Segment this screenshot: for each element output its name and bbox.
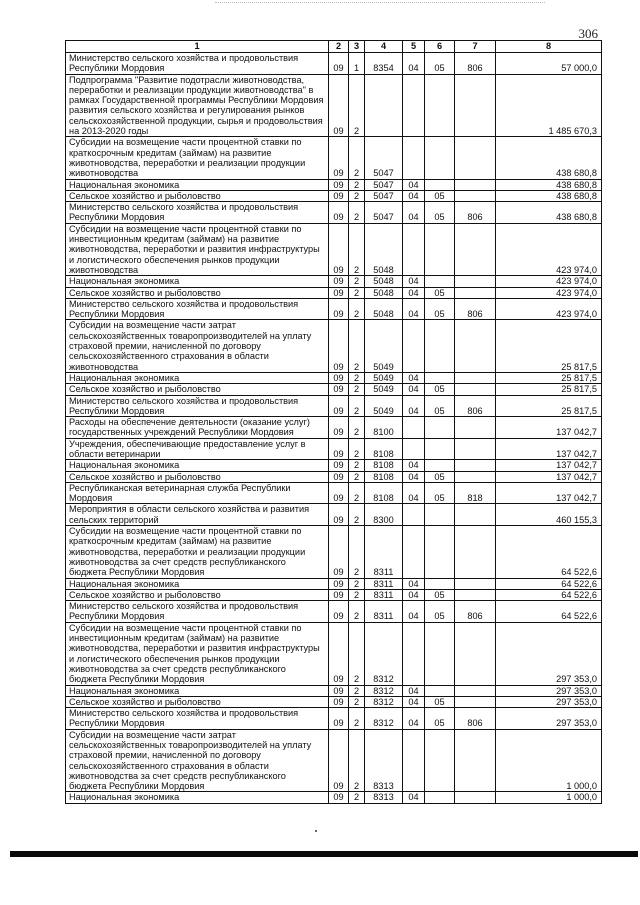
cell-item-name: Министерство сельского хозяйства и продовольствия Республики Мордовия bbox=[66, 708, 329, 730]
cell-subsection-code bbox=[425, 223, 455, 275]
cell-amount: 137 042,7 bbox=[496, 482, 602, 504]
cell-subsection-code: 05 bbox=[425, 395, 455, 417]
cell-subsection-code: 05 bbox=[425, 708, 455, 730]
table-row bbox=[66, 460, 602, 471]
cell-amount: 25 817,5 bbox=[496, 395, 602, 417]
table-row bbox=[66, 729, 602, 792]
cell-item-name: Сельское хозяйство и рыболовство bbox=[66, 471, 329, 482]
scan-artifact-line bbox=[215, 2, 545, 4]
cell-target-code: 8108 bbox=[365, 460, 403, 471]
cell-target-code: 5047 bbox=[365, 190, 403, 201]
cell-chapter-code: 04 bbox=[403, 202, 425, 224]
cell-ministry-code: 09 bbox=[329, 696, 349, 707]
cell-section-code: 2 bbox=[349, 471, 365, 482]
cell-target-code: 8311 bbox=[365, 578, 403, 589]
cell-amount: 423 974,0 bbox=[496, 287, 602, 298]
cell-subsection-code bbox=[425, 526, 455, 578]
cell-ministry-code: 09 bbox=[329, 179, 349, 190]
cell-subsection-code: 05 bbox=[425, 53, 455, 75]
cell-item-name: Сельское хозяйство и рыболовство bbox=[66, 287, 329, 298]
table-row bbox=[66, 202, 602, 224]
cell-subsection-code: 05 bbox=[425, 589, 455, 600]
cell-subsection-code: 05 bbox=[425, 601, 455, 623]
cell-subsection-code bbox=[425, 74, 455, 137]
cell-chapter-code: 04 bbox=[403, 685, 425, 696]
cell-section-code: 2 bbox=[349, 601, 365, 623]
cell-ministry-code: 09 bbox=[329, 298, 349, 320]
cell-subsection-code bbox=[425, 460, 455, 471]
cell-amount: 297 353,0 bbox=[496, 685, 602, 696]
table-row bbox=[66, 53, 602, 75]
scan-artifact-dot bbox=[315, 830, 317, 832]
cell-target-code: 8313 bbox=[365, 729, 403, 792]
scan-edge-bar bbox=[10, 851, 638, 857]
cell-subsection-code bbox=[425, 578, 455, 589]
cell-amount: 137 042,7 bbox=[496, 417, 602, 439]
cell-section-code: 2 bbox=[349, 622, 365, 685]
cell-chapter-code bbox=[403, 526, 425, 578]
cell-subsection-code: 05 bbox=[425, 384, 455, 395]
cell-item-name: Субсидии на возмещение части затрат сельскохозяйственных товаропроизводителей на уплату страховой премии, начисленной по договору сельскохозяйственного страхования в области животноводства bbox=[66, 320, 329, 372]
cell-subsection-code: 05 bbox=[425, 471, 455, 482]
cell-ministry-code: 09 bbox=[329, 320, 349, 372]
cell-item-name: Сельское хозяйство и рыболовство bbox=[66, 190, 329, 201]
table-row bbox=[66, 395, 602, 417]
cell-chapter-code: 04 bbox=[403, 460, 425, 471]
cell-expense-type-code: 806 bbox=[455, 53, 496, 75]
cell-chapter-code: 04 bbox=[403, 179, 425, 190]
cell-ministry-code: 09 bbox=[329, 589, 349, 600]
cell-item-name: Национальная экономика bbox=[66, 372, 329, 383]
table-row bbox=[66, 438, 602, 460]
cell-section-code: 2 bbox=[349, 460, 365, 471]
cell-subsection-code: 05 bbox=[425, 482, 455, 504]
cell-ministry-code: 09 bbox=[329, 223, 349, 275]
table-row bbox=[66, 276, 602, 287]
cell-amount: 297 353,0 bbox=[496, 696, 602, 707]
cell-chapter-code: 04 bbox=[403, 792, 425, 803]
cell-section-code: 2 bbox=[349, 202, 365, 224]
cell-ministry-code: 09 bbox=[329, 287, 349, 298]
cell-target-code: 5048 bbox=[365, 298, 403, 320]
cell-section-code: 2 bbox=[349, 482, 365, 504]
cell-ministry-code: 09 bbox=[329, 372, 349, 383]
cell-target-code: 8312 bbox=[365, 622, 403, 685]
cell-chapter-code: 04 bbox=[403, 384, 425, 395]
table-row bbox=[66, 685, 602, 696]
cell-amount: 64 522,6 bbox=[496, 526, 602, 578]
cell-expense-type-code bbox=[455, 74, 496, 137]
cell-expense-type-code bbox=[455, 384, 496, 395]
table-row bbox=[66, 320, 602, 372]
cell-expense-type-code bbox=[455, 137, 496, 179]
cell-target-code: 5047 bbox=[365, 179, 403, 190]
cell-target-code: 5049 bbox=[365, 395, 403, 417]
cell-expense-type-code bbox=[455, 372, 496, 383]
cell-ministry-code: 09 bbox=[329, 601, 349, 623]
table-row bbox=[66, 792, 602, 803]
table-row bbox=[66, 589, 602, 600]
cell-item-name: Национальная экономика bbox=[66, 179, 329, 190]
cell-expense-type-code bbox=[455, 578, 496, 589]
cell-item-name: Министерство сельского хозяйства и продовольствия Республики Мордовия bbox=[66, 395, 329, 417]
cell-amount: 423 974,0 bbox=[496, 298, 602, 320]
cell-item-name: Учреждения, обеспечивающие предоставление услуг в области ветеринарии bbox=[66, 438, 329, 460]
cell-amount: 438 680,8 bbox=[496, 202, 602, 224]
cell-ministry-code: 09 bbox=[329, 526, 349, 578]
cell-subsection-code: 05 bbox=[425, 190, 455, 201]
cell-section-code: 2 bbox=[349, 729, 365, 792]
cell-expense-type-code bbox=[455, 460, 496, 471]
cell-target-code: 8108 bbox=[365, 471, 403, 482]
cell-subsection-code bbox=[425, 792, 455, 803]
header-col-6: 6 bbox=[425, 41, 455, 53]
cell-expense-type-code: 818 bbox=[455, 482, 496, 504]
cell-expense-type-code bbox=[455, 685, 496, 696]
cell-amount: 1 485 670,3 bbox=[496, 74, 602, 137]
cell-chapter-code: 04 bbox=[403, 276, 425, 287]
cell-ministry-code: 09 bbox=[329, 276, 349, 287]
cell-item-name: Сельское хозяйство и рыболовство bbox=[66, 589, 329, 600]
cell-expense-type-code bbox=[455, 526, 496, 578]
cell-amount: 25 817,5 bbox=[496, 372, 602, 383]
cell-section-code: 2 bbox=[349, 708, 365, 730]
cell-target-code: 5049 bbox=[365, 384, 403, 395]
cell-item-name: Министерство сельского хозяйства и продовольствия Республики Мордовия bbox=[66, 53, 329, 75]
table-row bbox=[66, 482, 602, 504]
cell-ministry-code: 09 bbox=[329, 792, 349, 803]
cell-ministry-code: 09 bbox=[329, 460, 349, 471]
cell-target-code: 5047 bbox=[365, 202, 403, 224]
cell-ministry-code: 09 bbox=[329, 190, 349, 201]
cell-ministry-code: 09 bbox=[329, 137, 349, 179]
table-row bbox=[66, 471, 602, 482]
cell-section-code: 2 bbox=[349, 276, 365, 287]
cell-chapter-code: 04 bbox=[403, 298, 425, 320]
cell-item-name: Национальная экономика bbox=[66, 792, 329, 803]
cell-target-code: 8312 bbox=[365, 696, 403, 707]
cell-item-name: Сельское хозяйство и рыболовство bbox=[66, 384, 329, 395]
cell-item-name: Субсидии на возмещение части процентной ставки по краткосрочным кредитам (займам) на развитие животноводства, переработки и реализации продукции животноводства bbox=[66, 137, 329, 179]
cell-chapter-code bbox=[403, 729, 425, 792]
cell-chapter-code: 04 bbox=[403, 708, 425, 730]
table-row bbox=[66, 372, 602, 383]
cell-target-code: 8108 bbox=[365, 482, 403, 504]
cell-amount: 137 042,7 bbox=[496, 460, 602, 471]
cell-section-code: 2 bbox=[349, 395, 365, 417]
cell-ministry-code: 09 bbox=[329, 729, 349, 792]
cell-section-code: 2 bbox=[349, 504, 365, 526]
cell-amount: 1 000,0 bbox=[496, 792, 602, 803]
cell-ministry-code: 09 bbox=[329, 384, 349, 395]
cell-chapter-code bbox=[403, 504, 425, 526]
cell-target-code bbox=[365, 74, 403, 137]
budget-table-container bbox=[65, 40, 601, 804]
table-row bbox=[66, 601, 602, 623]
cell-section-code: 2 bbox=[349, 685, 365, 696]
cell-expense-type-code bbox=[455, 276, 496, 287]
cell-subsection-code bbox=[425, 504, 455, 526]
cell-amount: 438 680,8 bbox=[496, 179, 602, 190]
header-col-3: 3 bbox=[349, 41, 365, 53]
cell-target-code: 5048 bbox=[365, 276, 403, 287]
cell-section-code: 2 bbox=[349, 438, 365, 460]
cell-expense-type-code: 806 bbox=[455, 202, 496, 224]
cell-target-code: 5047 bbox=[365, 137, 403, 179]
cell-chapter-code: 04 bbox=[403, 589, 425, 600]
cell-ministry-code: 09 bbox=[329, 622, 349, 685]
cell-section-code: 2 bbox=[349, 179, 365, 190]
cell-chapter-code: 04 bbox=[403, 471, 425, 482]
table-body bbox=[66, 53, 602, 804]
cell-expense-type-code bbox=[455, 622, 496, 685]
cell-expense-type-code bbox=[455, 504, 496, 526]
cell-section-code: 2 bbox=[349, 696, 365, 707]
cell-amount: 1 000,0 bbox=[496, 729, 602, 792]
cell-item-name: Министерство сельского хозяйства и продовольствия Республики Мордовия bbox=[66, 202, 329, 224]
cell-subsection-code bbox=[425, 685, 455, 696]
cell-ministry-code: 09 bbox=[329, 685, 349, 696]
table-row bbox=[66, 696, 602, 707]
cell-subsection-code bbox=[425, 729, 455, 792]
table-row bbox=[66, 223, 602, 275]
cell-expense-type-code bbox=[455, 792, 496, 803]
cell-amount: 460 155,3 bbox=[496, 504, 602, 526]
cell-target-code: 8311 bbox=[365, 601, 403, 623]
cell-expense-type-code bbox=[455, 696, 496, 707]
cell-expense-type-code bbox=[455, 223, 496, 275]
cell-item-name: Национальная экономика bbox=[66, 578, 329, 589]
cell-ministry-code: 09 bbox=[329, 202, 349, 224]
cell-expense-type-code bbox=[455, 729, 496, 792]
header-col-1: 1 bbox=[66, 41, 329, 53]
cell-section-code: 2 bbox=[349, 526, 365, 578]
cell-chapter-code: 04 bbox=[403, 482, 425, 504]
cell-section-code: 2 bbox=[349, 298, 365, 320]
cell-amount: 25 817,5 bbox=[496, 384, 602, 395]
cell-section-code: 2 bbox=[349, 137, 365, 179]
cell-target-code: 8108 bbox=[365, 438, 403, 460]
cell-item-name: Национальная экономика bbox=[66, 460, 329, 471]
cell-item-name: Субсидии на возмещение части затрат сельскохозяйственных товаропроизводителей на уплату страховой премии, начисленной по договору сельскохозяйственного страхования в области животноводства за счет средств республиканского бюджета Республики Мордовия bbox=[66, 729, 329, 792]
cell-target-code: 5049 bbox=[365, 320, 403, 372]
cell-amount: 57 000,0 bbox=[496, 53, 602, 75]
cell-amount: 25 817,5 bbox=[496, 320, 602, 372]
cell-amount: 297 353,0 bbox=[496, 708, 602, 730]
table-row bbox=[66, 190, 602, 201]
cell-item-name: Министерство сельского хозяйства и продовольствия Республики Мордовия bbox=[66, 298, 329, 320]
cell-target-code: 8311 bbox=[365, 526, 403, 578]
table-row bbox=[66, 137, 602, 179]
cell-section-code: 2 bbox=[349, 74, 365, 137]
cell-chapter-code: 04 bbox=[403, 372, 425, 383]
cell-expense-type-code bbox=[455, 589, 496, 600]
budget-table bbox=[65, 40, 602, 804]
cell-expense-type-code: 806 bbox=[455, 395, 496, 417]
cell-item-name: Субсидии на возмещение части процентной ставки по краткосрочным кредитам (займам) на развитие животноводства, переработки и реализации продукции животноводства за счет средств республиканского бюджета Республики Мордовия bbox=[66, 526, 329, 578]
cell-section-code: 2 bbox=[349, 190, 365, 201]
cell-target-code: 5049 bbox=[365, 372, 403, 383]
header-col-5: 5 bbox=[403, 41, 425, 53]
table-row bbox=[66, 298, 602, 320]
cell-target-code: 8312 bbox=[365, 708, 403, 730]
cell-amount: 297 353,0 bbox=[496, 622, 602, 685]
cell-item-name: Субсидии на возмещение части процентной ставки по инвестиционным кредитам (займам) на развитие животноводства, переработки и развития инфраструктуры и логистического обеспечения рынков продукции животноводства bbox=[66, 223, 329, 275]
cell-chapter-code: 04 bbox=[403, 696, 425, 707]
table-row bbox=[66, 622, 602, 685]
cell-target-code: 8354 bbox=[365, 53, 403, 75]
cell-subsection-code: 05 bbox=[425, 202, 455, 224]
cell-ministry-code: 09 bbox=[329, 504, 349, 526]
cell-ministry-code: 09 bbox=[329, 53, 349, 75]
cell-chapter-code: 04 bbox=[403, 601, 425, 623]
cell-expense-type-code: 806 bbox=[455, 298, 496, 320]
header-col-2: 2 bbox=[329, 41, 349, 53]
cell-subsection-code bbox=[425, 438, 455, 460]
cell-subsection-code bbox=[425, 276, 455, 287]
cell-item-name: Министерство сельского хозяйства и продовольствия Республики Мордовия bbox=[66, 601, 329, 623]
cell-section-code: 2 bbox=[349, 320, 365, 372]
cell-subsection-code: 05 bbox=[425, 298, 455, 320]
cell-ministry-code: 09 bbox=[329, 438, 349, 460]
cell-item-name: Субсидии на возмещение части процентной ставки по инвестиционным кредитам (займам) на развитие животноводства, переработки и развития инфраструктуры и логистического обеспечения рынков продукции животноводства за счет средств республиканского бюджета Республики Мордовия bbox=[66, 622, 329, 685]
cell-expense-type-code bbox=[455, 287, 496, 298]
table-row bbox=[66, 384, 602, 395]
cell-subsection-code bbox=[425, 320, 455, 372]
cell-expense-type-code: 806 bbox=[455, 708, 496, 730]
header-col-7: 7 bbox=[455, 41, 496, 53]
cell-amount: 423 974,0 bbox=[496, 276, 602, 287]
table-row bbox=[66, 526, 602, 578]
cell-amount: 64 522,6 bbox=[496, 589, 602, 600]
cell-item-name: Мероприятия в области сельского хозяйства и развития сельских территорий bbox=[66, 504, 329, 526]
cell-ministry-code: 09 bbox=[329, 708, 349, 730]
cell-amount: 438 680,8 bbox=[496, 137, 602, 179]
cell-section-code: 2 bbox=[349, 578, 365, 589]
table-row bbox=[66, 708, 602, 730]
cell-subsection-code bbox=[425, 372, 455, 383]
table-header-row bbox=[66, 41, 602, 53]
cell-chapter-code bbox=[403, 622, 425, 685]
table-row bbox=[66, 74, 602, 137]
cell-chapter-code bbox=[403, 137, 425, 179]
cell-chapter-code bbox=[403, 74, 425, 137]
table-row bbox=[66, 578, 602, 589]
page-number: 306 bbox=[578, 26, 598, 41]
table-row bbox=[66, 287, 602, 298]
cell-ministry-code: 09 bbox=[329, 578, 349, 589]
cell-expense-type-code bbox=[455, 471, 496, 482]
cell-chapter-code: 04 bbox=[403, 190, 425, 201]
header-col-8: 8 bbox=[496, 41, 602, 53]
cell-section-code: 1 bbox=[349, 53, 365, 75]
cell-chapter-code: 04 bbox=[403, 395, 425, 417]
cell-chapter-code bbox=[403, 417, 425, 439]
cell-section-code: 2 bbox=[349, 223, 365, 275]
cell-section-code: 2 bbox=[349, 417, 365, 439]
cell-chapter-code: 04 bbox=[403, 53, 425, 75]
cell-subsection-code bbox=[425, 622, 455, 685]
cell-subsection-code: 05 bbox=[425, 287, 455, 298]
cell-chapter-code: 04 bbox=[403, 287, 425, 298]
cell-item-name: Сельское хозяйство и рыболовство bbox=[66, 696, 329, 707]
cell-subsection-code bbox=[425, 417, 455, 439]
cell-target-code: 8300 bbox=[365, 504, 403, 526]
cell-section-code: 2 bbox=[349, 287, 365, 298]
cell-item-name: Национальная экономика bbox=[66, 276, 329, 287]
cell-chapter-code bbox=[403, 223, 425, 275]
table-row bbox=[66, 504, 602, 526]
cell-target-code: 5048 bbox=[365, 223, 403, 275]
cell-item-name: Республиканская ветеринарная служба Республики Мордовия bbox=[66, 482, 329, 504]
cell-amount: 438 680,8 bbox=[496, 190, 602, 201]
cell-section-code: 2 bbox=[349, 384, 365, 395]
cell-amount: 64 522,6 bbox=[496, 578, 602, 589]
header-col-4: 4 bbox=[365, 41, 403, 53]
cell-amount: 64 522,6 bbox=[496, 601, 602, 623]
cell-expense-type-code: 806 bbox=[455, 601, 496, 623]
cell-section-code: 2 bbox=[349, 792, 365, 803]
cell-subsection-code bbox=[425, 137, 455, 179]
table-row bbox=[66, 417, 602, 439]
cell-amount: 137 042,7 bbox=[496, 471, 602, 482]
cell-target-code: 8313 bbox=[365, 792, 403, 803]
cell-ministry-code: 09 bbox=[329, 74, 349, 137]
cell-target-code: 8312 bbox=[365, 685, 403, 696]
cell-section-code: 2 bbox=[349, 372, 365, 383]
cell-item-name: Расходы на обеспечение деятельности (оказание услуг) государственных учреждений Республики Мордовия bbox=[66, 417, 329, 439]
cell-ministry-code: 09 bbox=[329, 417, 349, 439]
cell-subsection-code: 05 bbox=[425, 696, 455, 707]
cell-chapter-code bbox=[403, 438, 425, 460]
cell-expense-type-code bbox=[455, 438, 496, 460]
cell-expense-type-code bbox=[455, 417, 496, 439]
cell-ministry-code: 09 bbox=[329, 471, 349, 482]
cell-expense-type-code bbox=[455, 320, 496, 372]
cell-ministry-code: 09 bbox=[329, 482, 349, 504]
cell-amount: 137 042,7 bbox=[496, 438, 602, 460]
cell-expense-type-code bbox=[455, 179, 496, 190]
cell-chapter-code: 04 bbox=[403, 578, 425, 589]
cell-item-name: Подпрограмма "Развитие подотрасли животноводства, переработки и реализации продукции животноводства" в рамках Государственной программы Республики Мордовия развития сельского хозяйства и регулирования рынков сельскохозяйственной продукции, сырья и продовольствия на 2013-2020 годы bbox=[66, 74, 329, 137]
cell-section-code: 2 bbox=[349, 589, 365, 600]
cell-item-name: Национальная экономика bbox=[66, 685, 329, 696]
cell-target-code: 8100 bbox=[365, 417, 403, 439]
cell-target-code: 5048 bbox=[365, 287, 403, 298]
cell-expense-type-code bbox=[455, 190, 496, 201]
cell-target-code: 8311 bbox=[365, 589, 403, 600]
cell-ministry-code: 09 bbox=[329, 395, 349, 417]
cell-amount: 423 974,0 bbox=[496, 223, 602, 275]
table-row bbox=[66, 179, 602, 190]
cell-chapter-code bbox=[403, 320, 425, 372]
cell-subsection-code bbox=[425, 179, 455, 190]
